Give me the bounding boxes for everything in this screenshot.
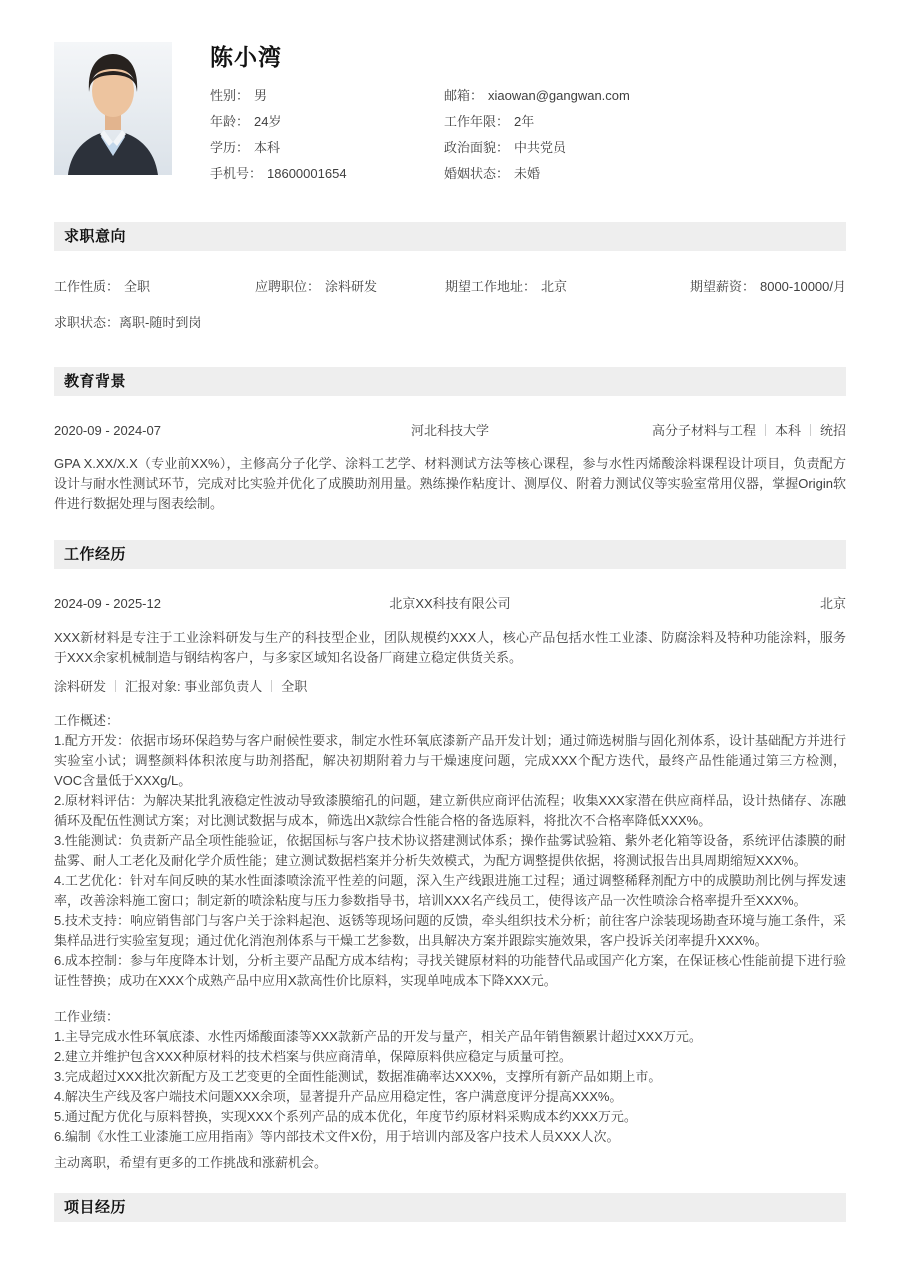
field-desired-salary: 期望薪资： 8000-10000/月: [689, 279, 846, 294]
candidate-name: 陈小湾: [210, 44, 282, 70]
field-gender: 性别： 男: [210, 88, 268, 103]
field-phone: 手机号： 18600001654: [210, 166, 347, 181]
education-description: GPA X.XX/X.X（专业前XX%），主修高分子化学、涂料工艺学、材料测试方法等核心课程，参与水性丙烯酸涂料课程设计项目，负责配方设计与耐水性测试环节，完成对比实验并优化了成膜助剂用量。熟练操作粘度计、测厚仪、附着力测试仪等实验室常用仪器，掌握Origin软件进行数据处理与图表绘制。: [54, 456, 846, 511]
work-achievement-item: 6.编制《水性工业漆施工应用指南》等内部技术文件X份，用于培训内部及客户技术人员XXX人次。: [54, 1129, 620, 1144]
education-meta-row: [54, 423, 846, 439]
education-period: 2020-09 - 2024-07: [54, 423, 161, 438]
divider: [765, 424, 766, 436]
section-title-work-experience: 工作经历: [54, 540, 846, 569]
divider: [271, 680, 272, 692]
work-achievement-item: 2.建立并维护包含XXX种原材料的技术档案与供应商清单，保障原料供应稳定与质量可控。: [54, 1049, 572, 1064]
field-job-status: 求职状态：离职-随时到岗: [54, 315, 202, 330]
education-degree-info: [489, 423, 846, 439]
profile-info: [210, 42, 846, 187]
work-position: 涂料研发: [54, 679, 107, 694]
education-degree: 本科: [774, 423, 801, 438]
field-work-years: 工作年限： 2年: [444, 114, 535, 129]
work-overview-item: 3.性能测试：负责新产品全项性能验证，依据国标与客户技术协议搭建测试体系；操作盐雾试验箱、紫外老化箱等设备，系统评估漆膜的耐盐雾、耐人工老化及耐化学介质性能；建立测试数据档案并分析失效模式，为配方调整提供依据，将测试报告出具周期缩短XXX%。: [54, 833, 846, 868]
work-meta-row: [54, 596, 846, 612]
field-desired-position: 应聘职位： 涂料研发: [255, 279, 378, 294]
profile-photo: [54, 42, 172, 175]
education-major: 高分子材料与工程: [651, 423, 756, 438]
field-marital-status: 婚姻状态： 未婚: [444, 166, 541, 181]
education-school: 河北科技大学: [410, 423, 489, 438]
work-position-row: [54, 679, 846, 695]
work-overview-item: 5.技术支持：响应销售部门与客户关于涂料起泡、返锈等现场问题的反馈，牵头组织技术分析；前往客户涂装现场勘查环境与施工条件，采集样品进行实验室复现；通过优化消泡剂体系与干燥工艺参数，出具解决方案并跟踪实施效果，客户投诉关闭率提升XXX%。: [54, 913, 846, 948]
section-title-education: 教育背景: [54, 367, 846, 396]
work-achievement-item: 3.完成超过XXX批次新配方及工艺变更的全面性能测试，数据准确率达XXX%，支撑所有新产品如期上市。: [54, 1069, 662, 1084]
field-education: 学历： 本科: [210, 140, 281, 155]
profile-fields-grid: [210, 83, 846, 187]
person-portrait-icon: [54, 42, 172, 175]
work-achievements-block: [54, 1007, 846, 1147]
work-period: 2024-09 - 2025-12: [54, 596, 161, 611]
work-achievements-title: 工作业绩：: [54, 1009, 120, 1024]
work-achievement-item: 4.解决生产线及客户端技术问题XXX余项，显著提升产品应用稳定性，客户满意度评分提高XXX%。: [54, 1089, 623, 1104]
section-title-project-experience: 项目经历: [54, 1193, 846, 1222]
work-overview-block: [54, 711, 846, 991]
field-age: 年龄： 24岁: [210, 114, 282, 129]
work-overview-title: 工作概述：: [54, 713, 120, 728]
job-intention-row: [54, 279, 846, 295]
divider: [115, 680, 116, 692]
field-desired-location: 期望工作地址： 北京: [445, 279, 568, 294]
work-overview-item: 1.配方开发：依据市场环保趋势与客户耐候性要求，制定水性环氧底漆新产品开发计划；通过筛选树脂与固化剂体系，设计基础配方并进行实验室小试；调整颜料体积浓度与助剂搭配，解决初期附着力与干燥速度问题，完成XXX个配方迭代，最终产品性能通过第三方检测，VOC含量低于XXXg/L。: [54, 733, 846, 788]
work-overview-item: 6.成本控制：参与年度降本计划，分析主要产品配方成本结构；寻找关键原材料的功能替代品或国产化方案，在保证核心性能前提下进行验证性替换；成功在XXX个成熟产品中应用X款高性价比原料，实现单吨成本下降XXX元。: [54, 953, 846, 988]
work-achievement-item: 5.通过配方优化与原料替换，实现XXX个系列产品的成本优化，年度节约原材料采购成本约XXX万元。: [54, 1109, 637, 1124]
work-overview-item: 4.工艺优化：针对车间反映的某水性面漆喷涂流平性差的问题，深入生产线跟进施工过程；通过调整稀释剂配方中的成膜助剂比例与挥发速率，改善涂料施工窗口；制定新的喷涂粘度与压力参数指导书，培训XXX名产线员工，使得该产品一次性喷涂合格率提升至XXX%。: [54, 873, 846, 908]
field-email: 邮箱： xiaowan@gangwan.com: [444, 88, 630, 103]
field-job-type: 工作性质： 全职: [54, 279, 151, 294]
work-location: 北京: [819, 596, 846, 611]
divider: [810, 424, 811, 436]
field-political-status: 政治面貌： 中共党员: [444, 140, 567, 155]
work-company: 北京XX科技有限公司: [389, 596, 511, 611]
section-title-job-intention: 求职意向: [54, 222, 846, 251]
education-enrollment: 统招: [819, 423, 846, 438]
profile-header: [54, 42, 846, 187]
work-report-to: 汇报对象: 事业部负责人: [125, 679, 263, 694]
work-overview-item: 2.原材料评估：为解决某批乳液稳定性波动导致漆膜缩孔的问题，建立新供应商评估流程；收集XXX家潜在供应商样品，设计热储存、冻融循环及配伍性测试方案；对比测试数据与成本，筛选出X款综合性能合格的备选原料，将批次不合格率降低XXX%。: [54, 793, 846, 828]
resignation-note: 主动离职，希望有更多的工作挑战和涨薪机会。: [54, 1155, 328, 1170]
work-job-type: 全职: [281, 679, 308, 694]
company-intro: XXX新材料是专注于工业涂料研发与生产的科技型企业，团队规模约XXX人，核心产品包括水性工业漆、防腐涂料及特种功能涂料，服务于XXX余家机械制造与钢结构客户，与多家区域知名设备厂商建立稳定供货关系。: [54, 630, 846, 665]
work-achievement-item: 1.主导完成水性环氧底漆、水性丙烯酸面漆等XXX款新产品的开发与量产，相关产品年销售额累计超过XXX万元。: [54, 1029, 702, 1044]
